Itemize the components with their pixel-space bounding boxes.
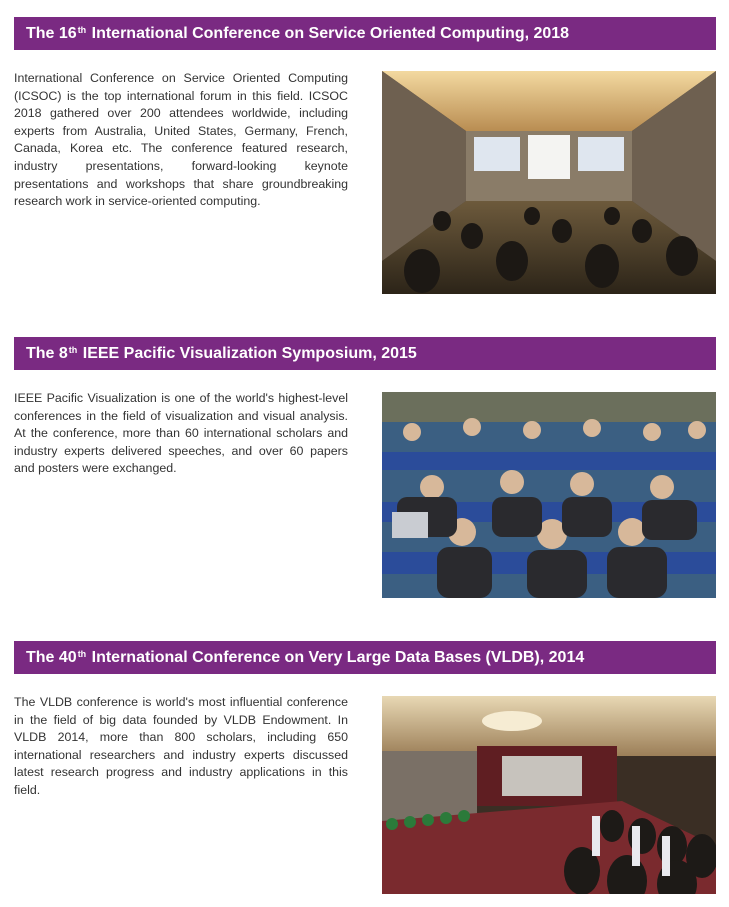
section-body-icsoc: International Conference on Service Oriented Computing (ICSOC) is the top international forum in this field. ICSOC 2018 gathered over 200 attendees worldwide, including experts from Australia, United States, Germany, French, Canada, Korea etc. The conference featured research, industry presentations, forward-looking keynote presentations and workshops that share groundbreaking research work in service-oriented computing. (14, 71, 348, 209)
title-ordinal: th (77, 649, 87, 659)
title-text: International Conference on Very Large Data Bases (VLDB), 2014 (87, 649, 585, 666)
title-ordinal: th (77, 25, 87, 35)
section-title-vldb (14, 641, 716, 674)
title-text: The 40 (26, 649, 77, 666)
title-text: The 8 (26, 345, 68, 362)
section-title-icsoc (14, 17, 716, 50)
section-title-pacificvis (14, 337, 716, 370)
section-body-vldb: The VLDB conference is world's most influential conference in the field of big data founded by VLDB Endowment. In VLDB 2014, more than 800 scholars, including 650 international researchers and industry experts discussed latest research progress and industry applications in this field. (14, 695, 348, 797)
title-text: The 16 (26, 25, 77, 42)
audience-photo (382, 392, 716, 598)
title-ordinal: th (68, 345, 78, 355)
section-body-pacificvis: IEEE Pacific Visualization is one of the world's highest-level conferences in the field of visualization and visual analysis. At the conference, more than 60 international scholars and industry experts delivered speeches, and over 60 papers and posters were exchanged. (14, 391, 348, 476)
title-text: International Conference on Service Oriented Computing, 2018 (87, 25, 570, 42)
ballroom-photo (382, 696, 716, 894)
title-text: IEEE Pacific Visualization Symposium, 2015 (78, 345, 417, 362)
conference-hall-photo (382, 71, 716, 294)
